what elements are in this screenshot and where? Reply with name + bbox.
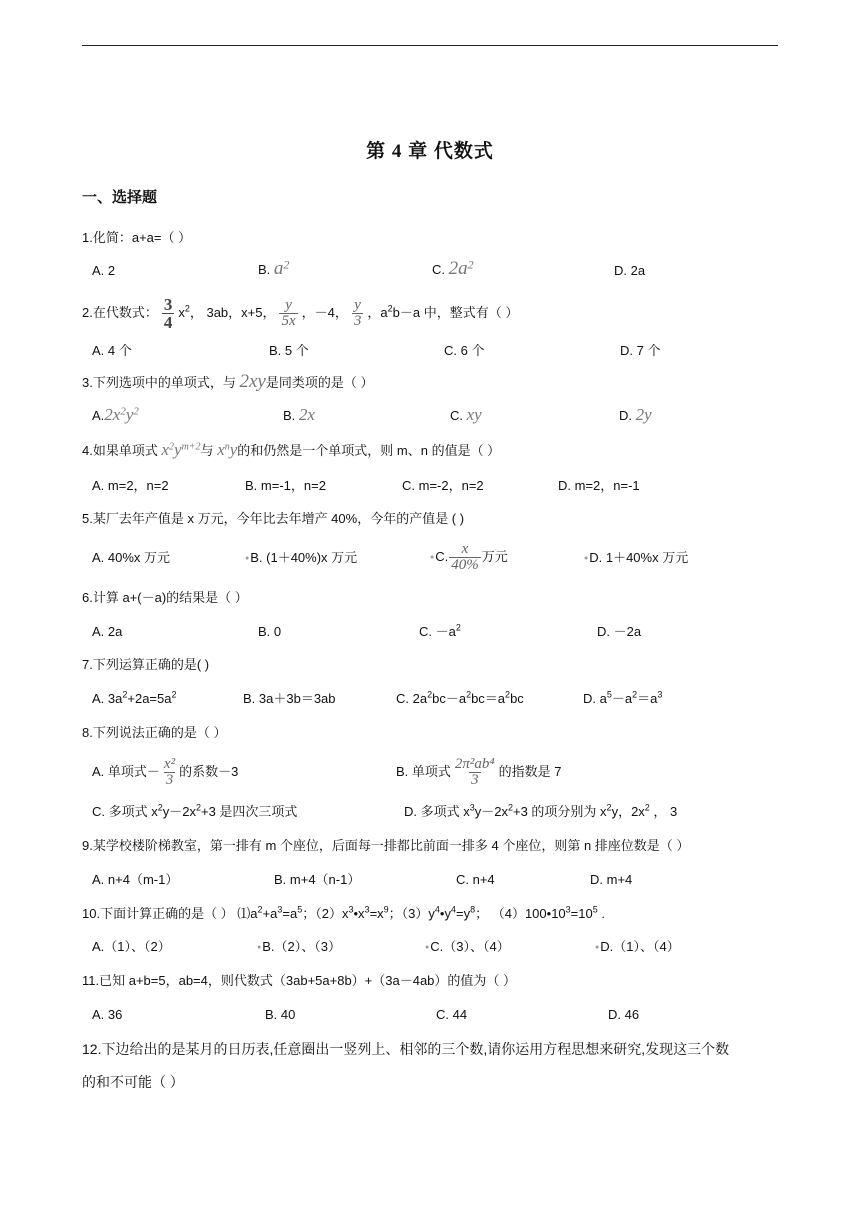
question-4-stem: 4.如果单项式 $x^2y^{m+2}$与 $x^ny$的和仍然是一个单项式，则 m、n 的值是（ ） — [82, 440, 501, 459]
q6-option-b: B. 0 — [258, 624, 282, 639]
q11-option-d: D. 46 — [608, 1007, 640, 1022]
q11-option-a: A. 36 — [92, 1007, 123, 1022]
question-2-stem: 2.在代数式： $\frac{3}{4}$ $x^2$， 3ab，x+5， $\frac{y}{5x}$ ，－4， $\frac{y}{3}$ ，$a^2b-a$ 中，整式有（ ） — [82, 295, 519, 332]
q4-option-c: C. m=-2，n=2 — [402, 478, 484, 493]
q1-option-b: B. $a^2$ — [258, 257, 290, 279]
question-8-stem: 8.下列说法正确的是（ ） — [82, 725, 227, 740]
q2-option-c: C. 6 个 — [444, 343, 485, 358]
q4-option-d: D. m=2，n=-1 — [558, 478, 640, 493]
q5-option-b: ●B. (1＋40%)x 万元 — [245, 550, 358, 565]
q1-option-c: C. $2a^2$ — [432, 257, 474, 279]
q3-option-b: B. 2x — [283, 405, 315, 424]
q6-option-a: A. 2a — [92, 624, 123, 639]
question-10-stem: 10.下面计算正确的是（ ） $⑴a^2+a^3=a^5$；$(2)x^3•x^3=x^9$；$(3)y^4•y^4=y^8$； $(4)100•10^3=10^5$ . — [82, 904, 605, 921]
q11-option-b: B. 40 — [265, 1007, 296, 1022]
q7-option-d: D. $a^5-a^2=a^3$ — [583, 689, 663, 706]
header-rule — [82, 45, 778, 46]
q5-option-a: A. 40%x 万元 — [92, 550, 171, 565]
q10-option-a: A.（1）、（2） — [92, 939, 171, 954]
question-1-stem: 1.化简：a+a=（ ） — [82, 230, 192, 245]
q2-option-d: D. 7 个 — [620, 343, 661, 358]
question-9-stem: 9.某学校楼阶梯教室，第一排有 m 个座位，后面每一排都比前面一排多 4 个座位，则第 n 排座位数是（ ） — [82, 838, 690, 853]
q8-option-d: D. 多项式 $x^3y-2x^2+3$ 的项分别为 $x^2y$，$2x^2$ ， 3 — [404, 802, 678, 819]
q4-option-a: A. m=2，n=2 — [92, 478, 169, 493]
q9-option-b: B. m+4（n-1） — [274, 872, 361, 887]
q9-option-d: D. m+4 — [590, 872, 633, 887]
q7-option-c: C. $2a^2bc-a^2bc=a^2bc$ — [396, 689, 524, 706]
page-title: 第 4 章 代数式 — [366, 141, 494, 162]
q8-option-c: C. 多项式 $x^2y-2x^2+3$ 是四次三项式 — [92, 802, 298, 819]
q10-option-d: ●D.（1）、（4） — [595, 939, 680, 954]
q5-option-c: ●C. $\frac{x}{40\%}$ 万元 — [430, 541, 508, 574]
q2-option-b: B. 5 个 — [269, 343, 309, 358]
q4-option-b: B. m=-1，n=2 — [245, 478, 326, 493]
q9-option-c: C. n+4 — [456, 872, 495, 887]
q10-option-b: ●B.（2）、（3） — [257, 939, 341, 954]
question-11-stem: 11.已知 a+b=5，ab=4，则代数式（3ab+5a+8b）+（3a－4ab）的值为（ ） — [82, 973, 517, 988]
question-6-stem: 6.计算 a+(－a)的结果是（ ） — [82, 590, 248, 605]
q10-option-c: ●C.（3）、（4） — [425, 939, 510, 954]
q3-option-a: $A.2x^2y^2$ — [92, 405, 139, 424]
q1-option-d: D. 2a — [614, 263, 646, 278]
question-3-stem: 3.下列选项中的单项式，与 2xy是同类项的是（ ） — [82, 371, 374, 392]
q7-option-a: A. $3a^2+2a=5a^2$ — [92, 689, 177, 706]
q5-option-d: ●D. 1＋40%x 万元 — [584, 550, 689, 565]
q11-option-c: C. 44 — [436, 1007, 468, 1022]
q7-option-b: B. 3a＋3b＝3ab — [243, 691, 336, 706]
q8-option-b: B. 单项式 $\frac{\text{2π²ab⁴}}{3}$ 的指数是 7 — [396, 756, 562, 789]
question-12-stem-line-1: 12.下边给出的是某月的日历表,任意圈出一竖列上、相邻的三个数,请你运用方程思想来研究,发现这三个数 — [82, 1041, 730, 1057]
q1-option-a: A. 2 — [92, 263, 116, 278]
q2-option-a: A. 4 个 — [92, 343, 132, 358]
q6-option-d: D. －2a — [597, 624, 642, 639]
q6-option-c: C. $-a^2$ — [419, 622, 461, 639]
question-7-stem: 7.下列运算正确的是( ) — [82, 657, 210, 672]
q3-option-c: C. xy — [450, 405, 482, 424]
question-5-stem: 5.某厂去年产值是 x 万元，今年比去年增产 40%，今年的产值是 ( ) — [82, 511, 465, 526]
question-12-stem-line-2: 的和不可能（ ） — [82, 1074, 184, 1090]
q9-option-a: A. n+4（m-1） — [92, 872, 179, 887]
q3-option-d: D. 2y — [619, 405, 652, 424]
q8-option-a: A. 单项式－ $\frac{\text{x²}}{3}$ 的系数－3 — [92, 756, 239, 789]
section-heading: 一、选择题 — [82, 189, 158, 206]
